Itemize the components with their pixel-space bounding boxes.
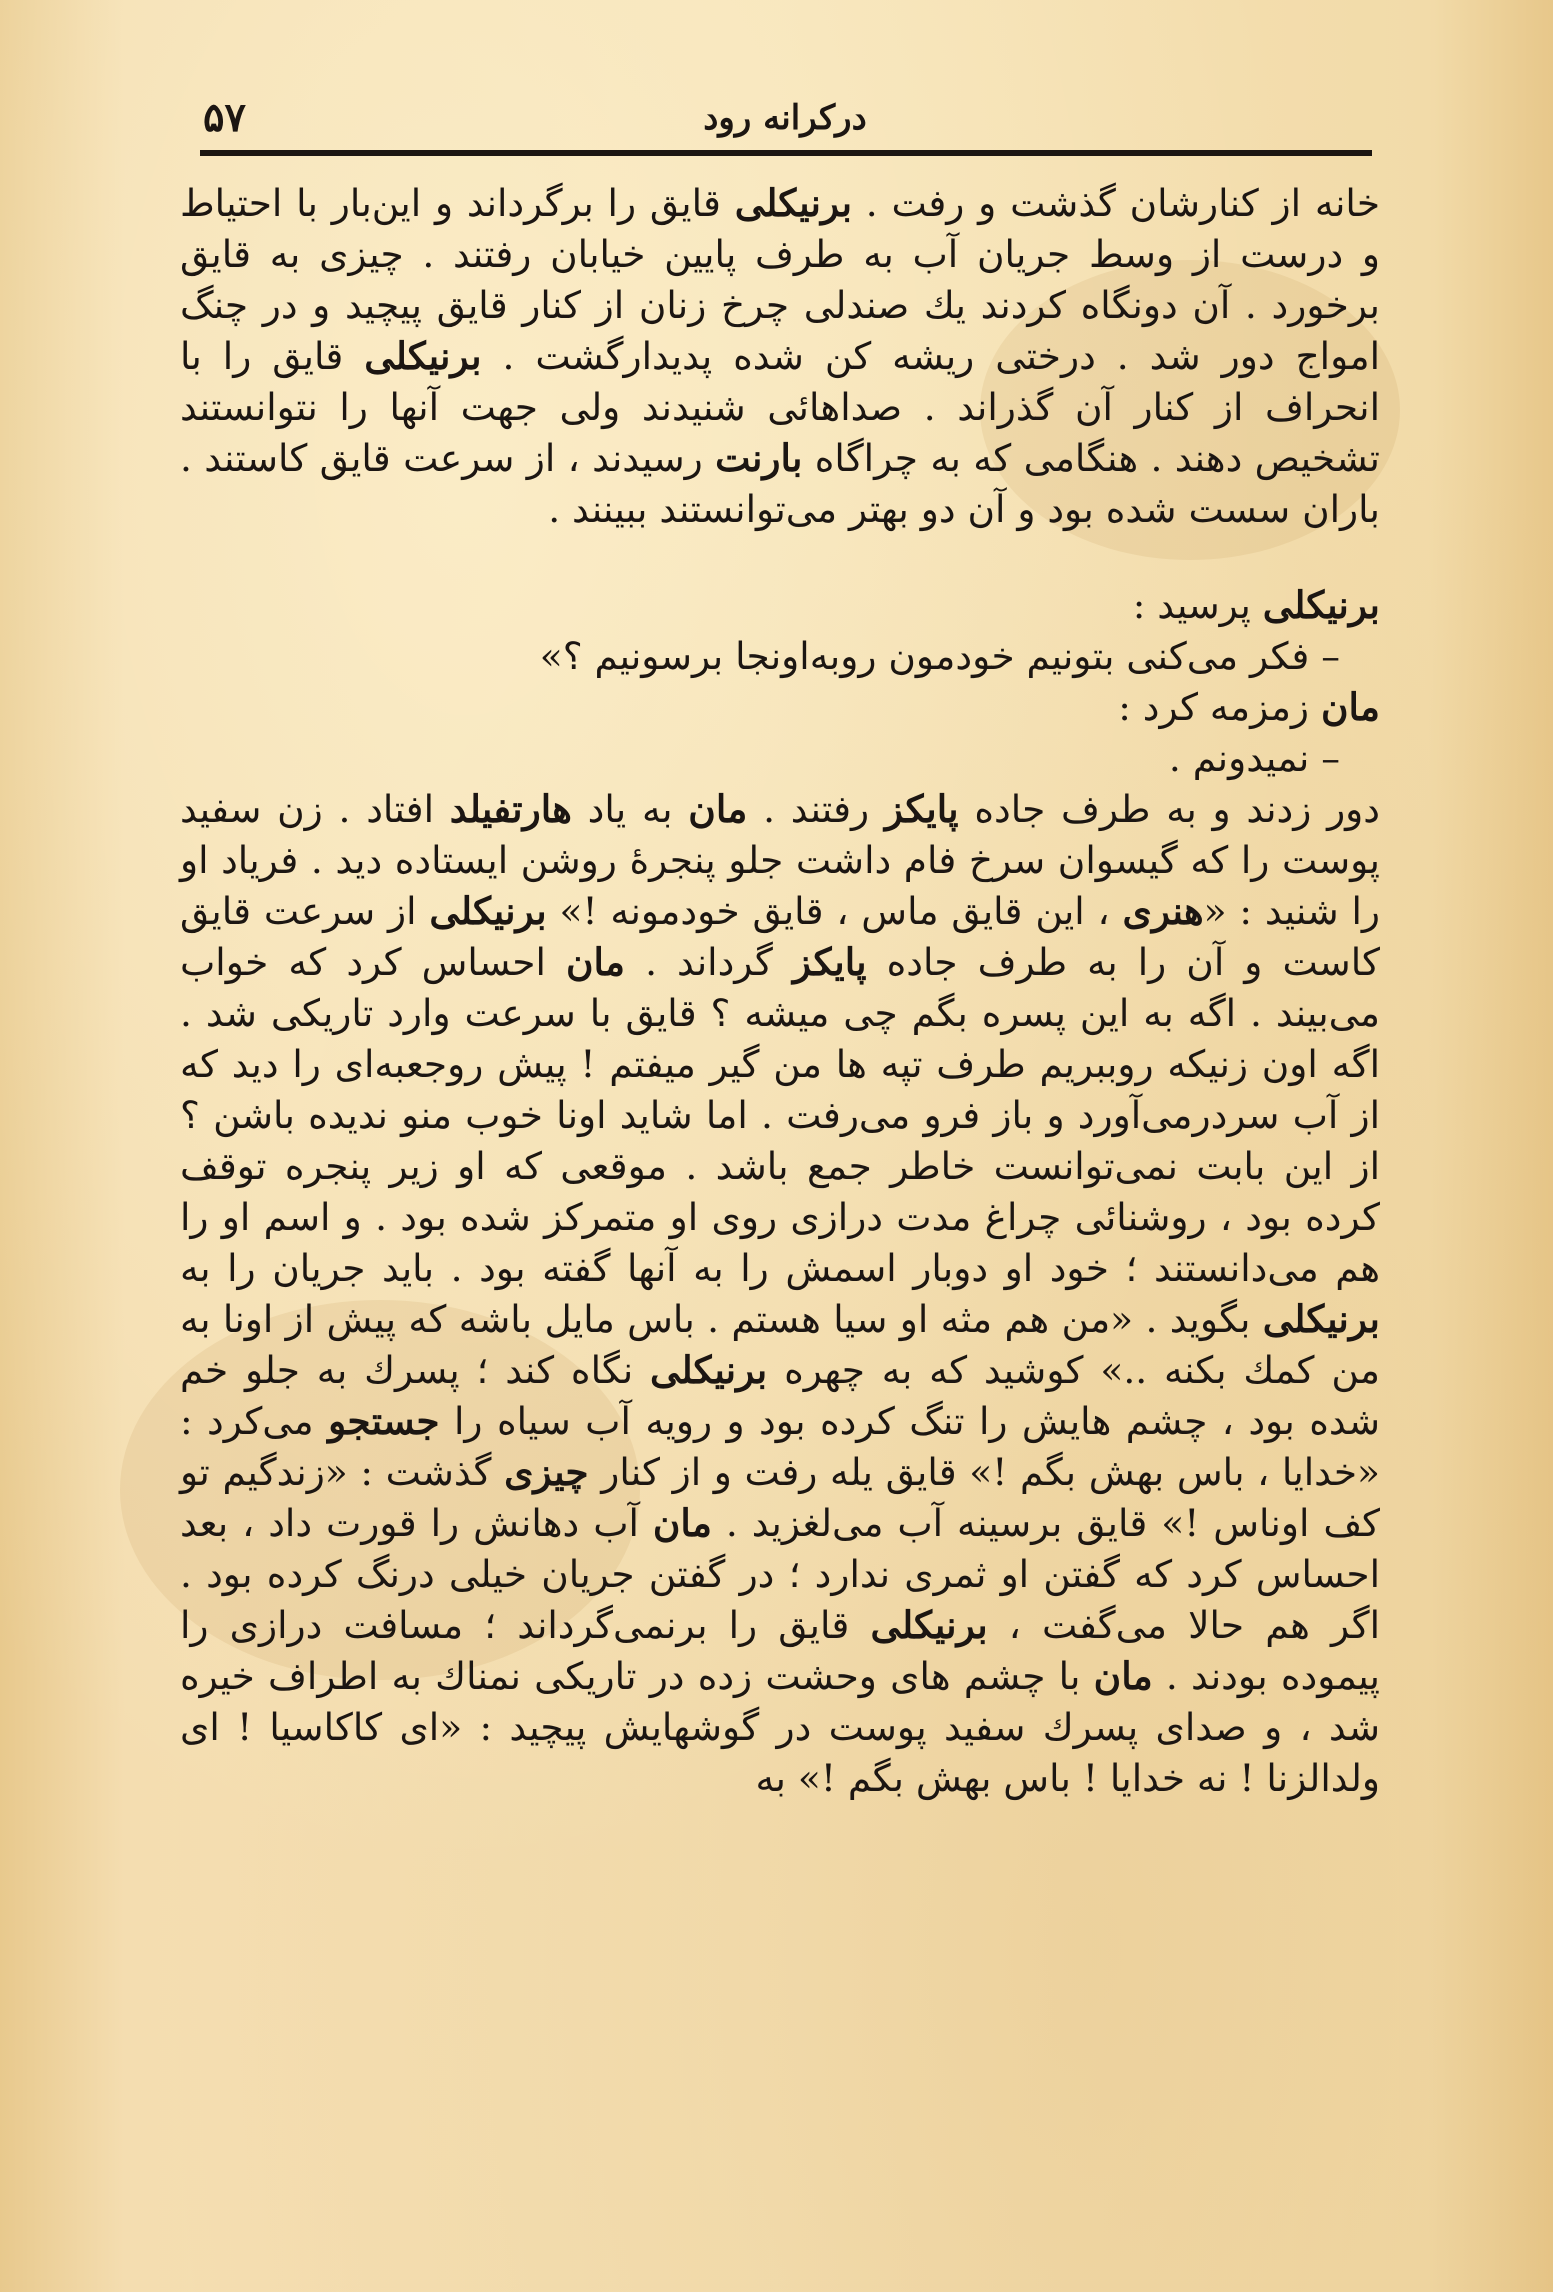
place-name: پایکز bbox=[884, 787, 959, 831]
place-name: بارنت bbox=[715, 436, 803, 480]
paragraph bbox=[180, 178, 1380, 535]
text-run: از سرعت قایق کاست و آن را به طرف جاده bbox=[180, 889, 1380, 984]
dialog-line bbox=[180, 580, 1380, 631]
header-rule bbox=[200, 150, 1372, 156]
character-name: مان bbox=[1320, 685, 1380, 729]
text-run: خانه از کنارشان گذشت و رفت . bbox=[852, 181, 1380, 225]
text-run: قایق را برنمی‌گرداند ؛ مسافت درازی را پیموده بودند . bbox=[180, 1603, 1380, 1698]
character-name: هنری bbox=[1122, 889, 1204, 933]
text-run: نگاه کند ؛ پسرك به جلو خم شده بود ، چشم هایش را تنگ کرده بود و رویه آب سیاه را bbox=[180, 1348, 1380, 1443]
text-run: افتاد . زن سفید پوست را که گیسوان سرخ فام داشت جلو پنجرهٔ روشن ایستاده دید . فریاد او را شنید : « bbox=[180, 787, 1381, 933]
paragraph-gap bbox=[180, 535, 1380, 580]
text-run: پرسید : bbox=[1132, 583, 1263, 627]
text-run: دور زدند و به طرف جاده bbox=[958, 787, 1380, 831]
character-name: برنیکلی bbox=[734, 181, 853, 225]
text-run: می‌کرد : «خدایا ، باس بهش بگم !» قایق یله رفت و از کنار bbox=[180, 1399, 1380, 1494]
text-run: رفتند . bbox=[747, 787, 885, 831]
dialog-line: – نمیدونم . bbox=[1168, 736, 1340, 780]
place-name: هارتفیلد bbox=[449, 787, 572, 831]
character-name: برنیکلی bbox=[364, 334, 482, 378]
dialog-line bbox=[180, 682, 1380, 733]
text-run: آب دهانش را قورت داد ، بعد احساس کرد که گفتن او ثمری ندارد ؛ در گفتن جریان خیلی درنگ کرده بود . اگر هم حالا می‌گفت ، bbox=[180, 1501, 1380, 1647]
character-name: برنیکلی bbox=[1262, 583, 1380, 627]
character-name: مان bbox=[1093, 1654, 1153, 1698]
place-name: پایکز bbox=[792, 940, 867, 984]
text-run: رسیدند ، از سرعت قایق کاستند . باران سست شده بود و آن دو بهتر می‌توانستند ببینند . bbox=[180, 436, 1380, 531]
character-name: برنیکلی bbox=[429, 889, 547, 933]
text-run: زمزمه کرد : bbox=[1118, 685, 1321, 729]
text-run: احساس کرد که خواب می‌بیند . اگه به این پسره بگم چی میشه ؟ قایق با سرعت وارد تاریکی شد . اگه اون زنیکه روببریم طرف تپه ها من گیر میفتم ! پیش روجعبه‌ای را دید که از آب سردرمی‌آورد و باز فرو می‌رفت . اما شاید اونا خوب منو ندیده باشن ؟ از این بابت نمی‌توانست خاطر جمع باشد . موقعی که او زیر پنجره توقف کرده بود ، روشنائی چراغ مدت درازی روی او متمرکز شده بود . و اسم او را هم می‌دانستند ؛ خود او دوبار اسمش را به آنها گفته بود . باید جریان را به bbox=[180, 940, 1380, 1290]
page-number: ۵۷ bbox=[203, 94, 246, 141]
text-run: قایق را با انحراف از کنار آن گذراند . صداهائی شنیدند ولی جهت آنها را نتوانستند تشخیص دهند . هنگامی که به چراگاه bbox=[180, 334, 1380, 480]
bold-word: جستجو bbox=[328, 1399, 440, 1443]
dialog-line: – فکر می‌کنی بتونیم خودمون روبه‌اونجا برسونیم ؟» bbox=[539, 634, 1340, 678]
text-run: بگوید . «من هم مثه او سیا هستم . باس مایل باشه که پیش از اونا به من کمك بکنه ..» کوشید که به چهره bbox=[180, 1297, 1380, 1392]
character-name: برنیکلی bbox=[870, 1603, 988, 1647]
text-run: گرداند . bbox=[625, 940, 793, 984]
paragraph bbox=[180, 784, 1380, 1804]
text-run: قایق را برگرداند و این‌بار با احتیاط و درست از وسط جریان آب به طرف پایین خیابان رفتند . چیزی به قایق برخورد . آن دونگاه کردند یك صندلی چرخ زنان از کنار قایق پیچید و در چنگ امواج دور شد . درختی ریشه کن شده پدیدارگشت . bbox=[180, 181, 1380, 378]
character-name: برنیکلی bbox=[1262, 1297, 1380, 1341]
text-run: گذشت : «زندگیم تو کف اوناس !» قایق برسینه آب می‌لغزید . bbox=[180, 1450, 1380, 1545]
text-run: به یاد bbox=[571, 787, 689, 831]
text-run: با چشم های وحشت زده در تاریکی نمناك به اطراف خیره شد ، و صدای پسرك سفید پوست در گوشهایش پیچید : «ای کاکاسیا ! ای ولدالزنا ! نه خدایا ! باس بهش بگم !» به bbox=[180, 1654, 1380, 1800]
bold-word: چیزی bbox=[504, 1450, 589, 1494]
running-title: درکرانه رود bbox=[703, 98, 867, 138]
character-name: مان bbox=[688, 787, 748, 831]
text-run: ، این قایق ماس ، قایق خودمونه !» bbox=[546, 889, 1123, 933]
page-body bbox=[180, 178, 1380, 1804]
character-name: برنیکلی bbox=[649, 1348, 768, 1392]
character-name: مان bbox=[565, 940, 626, 984]
page-header bbox=[195, 92, 1375, 152]
character-name: مان bbox=[652, 1501, 712, 1545]
